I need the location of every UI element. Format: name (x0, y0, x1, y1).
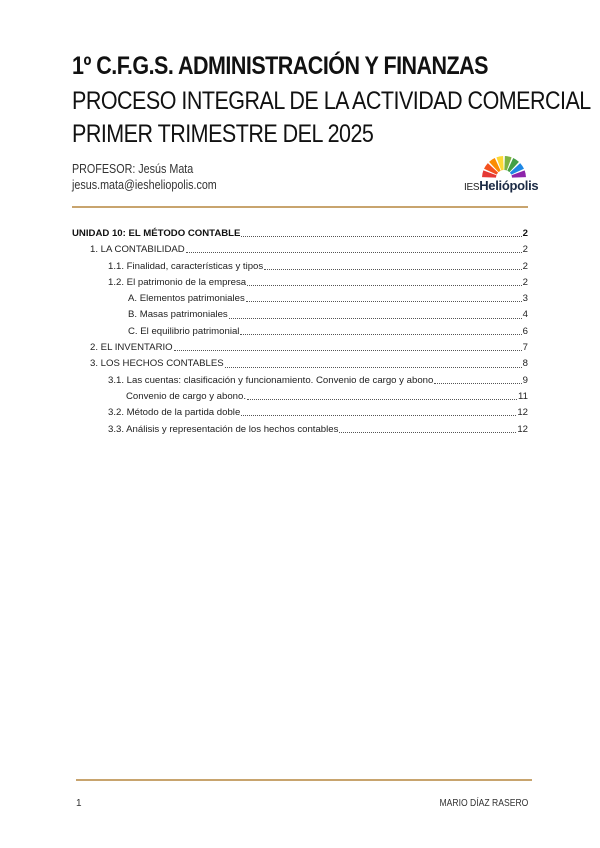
toc-entry[interactable]: 3. LOS HECHOS CONTABLES 8 (90, 358, 528, 370)
toc-entry[interactable]: 1. LA CONTABILIDAD 2 (90, 244, 528, 256)
professor-email: jesus.mata@iesheliopolis.com (72, 178, 217, 192)
toc-entry[interactable]: 3.2. Método de la partida doble 12 (108, 407, 528, 419)
footer-divider (76, 779, 532, 781)
toc-entry[interactable]: 2. EL INVENTARIO 7 (90, 342, 528, 354)
professor-name: PROFESOR: Jesús Mata (72, 162, 194, 176)
toc-entry[interactable]: A. Elementos patrimoniales 3 (128, 293, 528, 305)
school-logo (464, 154, 539, 194)
page-number: 1 (76, 798, 82, 809)
header-divider (72, 206, 528, 208)
toc-entry[interactable]: Convenio de cargo y abono. 11 (126, 390, 528, 402)
toc-entry[interactable]: B. Masas patrimoniales 4 (128, 309, 528, 321)
term-title: PRIMER TRIMESTRE DEL 2025 (72, 120, 374, 148)
toc-entry[interactable]: 3.3. Análisis y representación de los hechos contables 12 (108, 423, 528, 435)
toc-entry[interactable]: C. El equilibrio patrimonial 6 (128, 325, 528, 337)
toc-entry[interactable]: 1.2. El patrimonio de la empresa 2 (108, 276, 528, 288)
logo-prefix: IES (464, 182, 480, 193)
toc-entry[interactable]: 3.1. Las cuentas: clasificación y funcionamiento. Convenio de cargo y abono 9 (108, 374, 528, 386)
table-of-contents (72, 226, 528, 438)
toc-entry[interactable]: UNIDAD 10: EL MÉTODO CONTABLE 2 (72, 228, 528, 239)
toc-entry[interactable]: 1.1. Finalidad, características y tipos 2 (108, 260, 528, 272)
module-title: PROCESO INTEGRAL DE LA ACTIVIDAD COMERCIAL (72, 87, 591, 115)
document-title: 1º C.F.G.S. ADMINISTRACIÓN Y FINANZAS (72, 52, 489, 80)
logo-name: Heliópolis (479, 178, 539, 193)
footer-author: MARIO DÍAZ RASERO (439, 798, 528, 809)
